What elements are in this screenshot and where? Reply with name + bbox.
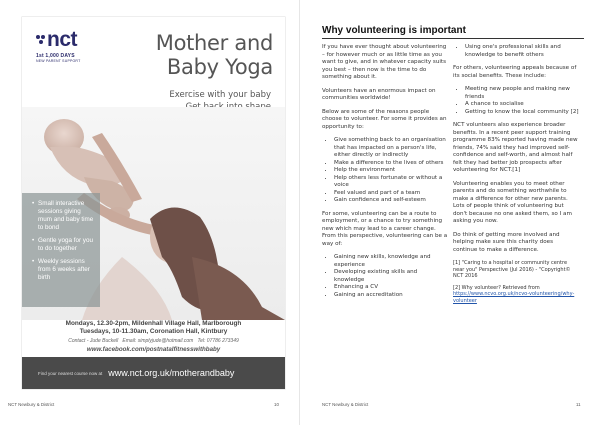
- list-item: • Feel valued and part of a team: [334, 190, 448, 198]
- contact-line: [22, 337, 285, 345]
- list-item: • Give something back to an organisation that has impacted on a person's life, either directly or indirectly: [334, 137, 448, 160]
- nct-logo: [36, 29, 82, 63]
- list-item: • Weekly sessions from 6 weeks after birth: [38, 258, 94, 282]
- paragraph: For some, volunteering can be a route to employment, or a chance to try something new which may lead to a career change. From this perspective, volunteering can be a way of:: [322, 210, 448, 247]
- list-item: • Help others less fortunate or without a voice: [334, 175, 448, 190]
- list-item: • Getting to know the local community [2]: [465, 109, 579, 117]
- social-benefits-list: [453, 86, 579, 116]
- contact-email[interactable]: Email: simplyjude@hotmail.com: [122, 338, 194, 344]
- list-item: • Enhancing a CV: [334, 284, 448, 292]
- paragraph: Below are some of the reasons people choose to volunteer. For some it provides an opportunity to:: [322, 108, 447, 130]
- paragraph: Volunteers have an enormous impact on communities worldwide!: [322, 87, 436, 101]
- list-item: • A chance to socialise: [465, 101, 579, 109]
- list-item: • Help the environment: [334, 167, 448, 175]
- footnote-2: [453, 285, 579, 305]
- contact-tel: Tel: 07786 273349: [197, 338, 239, 344]
- poster-footer: [22, 357, 285, 389]
- paragraph: NCT volunteers also experience broader benefits. In a recent peer support training programme 83% reported having made new friends, 74% said they had improved self-confidence and self-worth, and almost half felt they had better job prospects after volunteering for NCT.[1]: [453, 122, 578, 173]
- footer-find-text: Find your nearest course now at: [38, 370, 103, 376]
- logo-dots-icon: [36, 35, 46, 45]
- paragraph: If you have ever thought about volunteering – for however much or as little time as you want to give, and in whatever capacity suits you best – then now is the time to do something about it.: [322, 44, 447, 80]
- paragraph: Volunteering enables you to meet other parents and do something worthwhile to make a difference for other new parents. Lots of people think of volunteering but don't because no one asked them, so I am asking you now.: [453, 180, 572, 224]
- skills-list: [322, 254, 448, 299]
- logo-sub: NEW PARENT SUPPORT: [36, 59, 81, 63]
- footnote-1: [1] "Caring to a hospital or community centre near you" Perspective (Jul 2016) - "Copyright© NCT 2016: [453, 260, 571, 280]
- poster-title: Mother and Baby Yoga: [155, 31, 273, 79]
- list-item: • Small interactive sessions giving mum and baby time to bond: [38, 200, 94, 232]
- paragraph: For others, volunteering appeals because of its social benefits. These include:: [453, 65, 577, 79]
- list-item: • Gaining new skills, knowledge and experience: [334, 254, 448, 269]
- footer-url-link[interactable]: www.nct.org.uk/motherandbaby: [108, 368, 235, 378]
- reasons-list: [322, 137, 448, 205]
- left-page-number: 10: [274, 402, 279, 407]
- logo-text: nct: [47, 28, 77, 51]
- list-item: • Using one's professional skills and knowledge to benefit others: [465, 44, 579, 59]
- skills-list-continued: [453, 44, 579, 59]
- page-gutter: [299, 0, 300, 425]
- benefits-box: [22, 193, 100, 307]
- facebook-link[interactable]: www.facebook.com/postnatalfitnesswithbaby: [86, 346, 221, 353]
- list-item: • Gain confidence and self-esteem: [334, 197, 448, 205]
- logo-days: 1st 1,000 DAYS: [36, 53, 75, 59]
- contact-name: Contact - Jude Buckell: [68, 338, 119, 344]
- session-info: [22, 320, 285, 354]
- footnote-2-link[interactable]: https://www.ncvo.org.uk/ncvo-volunteering/why-volunteer: [453, 291, 575, 304]
- session-monday: Mondays, 12.30-2pm, Mildenhall Village Hall, Marlborough: [65, 320, 242, 327]
- poster-tagline: Exercise with your baby: [169, 90, 271, 100]
- benefits-list: [32, 200, 94, 282]
- footnote-2-label: [2] Why volunteer? Retrieved from: [453, 284, 540, 291]
- right-page-footer: NCT Newbury & District: [322, 402, 369, 407]
- left-page-footer: NCT Newbury & District: [8, 402, 55, 407]
- article-title: Why volunteering is important: [322, 25, 584, 39]
- article-column-left: [322, 44, 448, 305]
- session-tuesday: Tuesdays, 10-11.30am, Coronation Hall, Kintbury: [79, 328, 228, 335]
- yoga-poster: [22, 17, 285, 389]
- list-item: • Gentle yoga for you to do together: [38, 237, 94, 253]
- list-item: • Make a difference to the lives of others: [334, 160, 448, 168]
- list-item: • Gaining an accreditation: [334, 292, 448, 300]
- article-column-right: [453, 44, 579, 310]
- list-item: • Developing existing skills and knowledge: [334, 269, 448, 284]
- list-item: • Meeting new people and making new friends: [465, 86, 579, 101]
- paragraph: Do think of getting more involved and helping make sure this charity does continue to make a difference.: [453, 231, 560, 253]
- right-page-number: 11: [576, 402, 581, 407]
